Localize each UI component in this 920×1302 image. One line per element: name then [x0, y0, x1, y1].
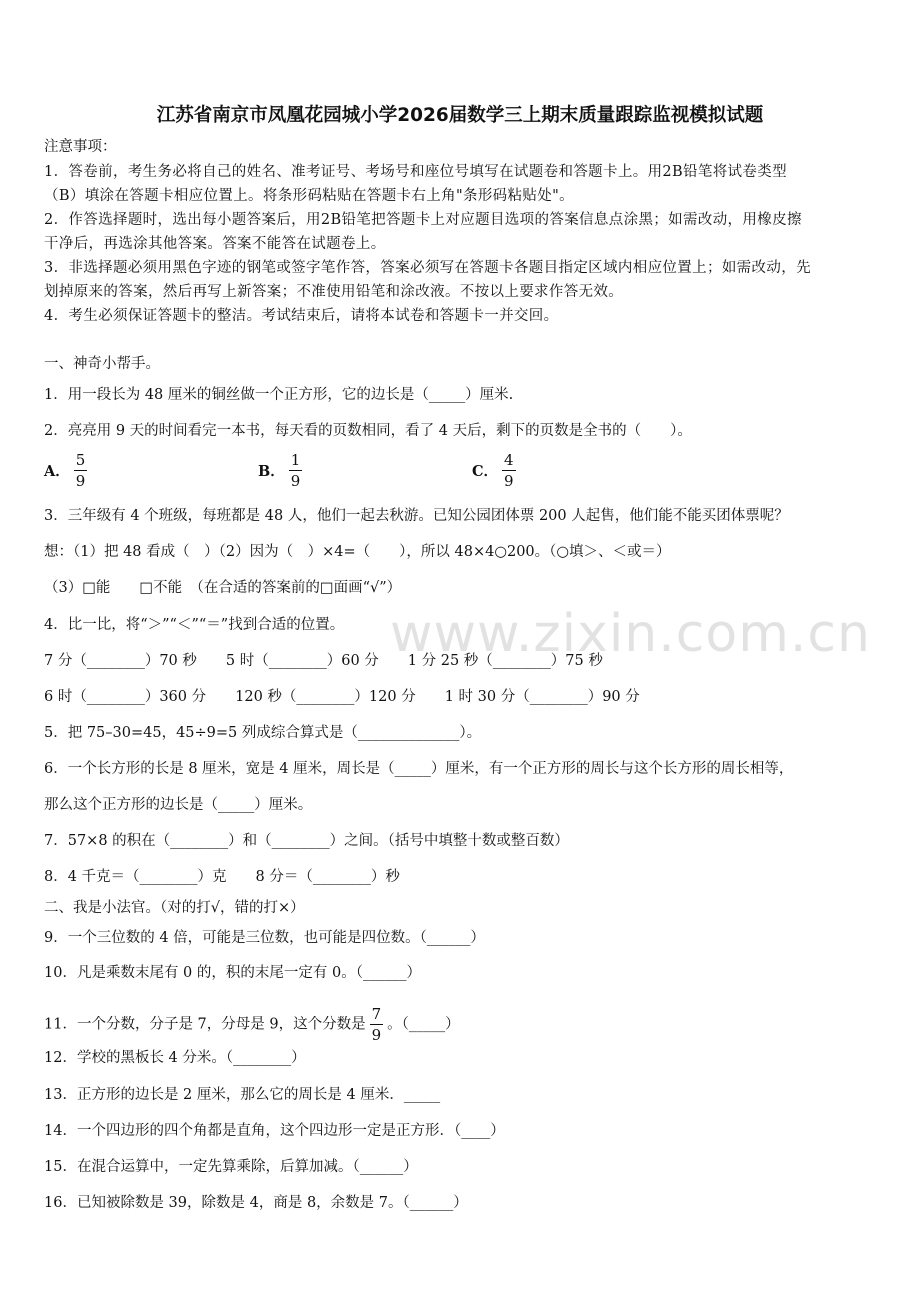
fraction-numerator: 5 [75, 451, 86, 469]
question-12: 12．学校的黑板长 4 分米。（________） [44, 1050, 306, 1066]
question-13: 13．正方形的边长是 2 厘米，那么它的周长是 4 厘米．_____ [44, 1087, 441, 1103]
question-10: 10．凡是乘数末尾有 0 的，积的末尾一定有 0。（______） [44, 965, 421, 981]
fraction-numerator: 1 [290, 451, 301, 469]
fraction-denominator: 9 [371, 1026, 382, 1044]
question-11-text: 11．一个分数，分子是 7，分母是 9，这个分数是 [44, 1016, 366, 1033]
notes-line-5: 3．非选择题必须用黑色字迹的钢笔或签字笔作答，答案必须写在答题卡各题目指定区域内相应位置上；如需改动，先 [44, 260, 811, 276]
option-b-label: B． [258, 463, 285, 480]
question-6-part-2: 那么这个正方形的边长是（_____）厘米。 [44, 797, 313, 813]
option-b [258, 452, 306, 489]
notes-line-2: （B）填涂在答题卡相应位置上。将条形码粘贴在答题卡右上角"条形码粘贴处"。 [44, 188, 574, 204]
question-16: 16．已知被除数是 39，除数是 4，商是 8，余数是 7。（______） [44, 1195, 468, 1211]
fraction-numerator: 7 [371, 1005, 382, 1023]
option-a [44, 452, 91, 489]
exam-title: 江苏省南京市凤凰花园城小学2026届数学三上期末质量跟踪监视模拟试题 [156, 105, 764, 126]
question-1: 1．用一段长为 48 厘米的铜丝做一个正方形，它的边长是（_____）厘米. [44, 387, 514, 403]
notes-line-3: 2．作答选择题时，选出每小题答案后，用2B铅笔把答题卡上对应题目选项的答案信息点涂黑；如需改动，用橡皮擦 [44, 212, 802, 228]
section1-heading: 一、神奇小帮手。 [44, 356, 160, 372]
option-a-label: A． [44, 463, 70, 480]
notes-line-6: 划掉原来的答案，然后再写上新答案；不准使用铅笔和涂改液。不按以上要求作答无效。 [44, 284, 624, 300]
question-3: 3．三年级有 4 个班级，每班都是 48 人，他们一起去秋游。已知公园团体票 200 人起售，他们能不能买团体票呢？ [44, 508, 789, 524]
notes-line-1: 1．答卷前，考生务必将自己的姓名、准考证号、考场号和座位号填写在试题卷和答题卡上。用2B铅笔将试卷类型 [44, 164, 787, 180]
question-7: 7．57×8 的积在（________）和（________）之间。（括号中填整十数或整百数） [44, 833, 569, 849]
question-11 [44, 1006, 460, 1043]
question-5: 5．把 75–30=45，45÷9=5 列成综合算式是（______________）。 [44, 725, 482, 741]
option-b-fraction [289, 452, 303, 489]
notes-line-4: 干净后，再选涂其他答案。答案不能答在试题卷上。 [44, 236, 386, 252]
watermark: www.zixin.com.cn [390, 604, 871, 664]
section2-heading: 二、我是小法官。（对的打√，错的打×） [44, 900, 305, 916]
question-3-think: 想：（1）把 48 看成（ ）（2）因为（ ）×4=（ ），所以 48×4○200。（○填＞、＜或＝） [44, 544, 671, 560]
notes-heading: 注意事项： [44, 139, 117, 155]
fraction-numerator: 4 [504, 451, 514, 469]
question-4-row-2: 6 时（________）360 分 120 秒（________）120 分 1 时 30 分（________）90 分 [44, 689, 640, 705]
question-8: 8．4 千克＝（________）克 8 分＝（________）秒 [44, 869, 400, 885]
question-4-row-1: 7 分（________）70 秒 5 时（________）60 分 1 分 25 秒（________）75 秒 [44, 653, 603, 669]
fraction-denominator: 9 [290, 472, 301, 490]
question-11-blank: 。（_____） [387, 1016, 460, 1033]
option-a-fraction [74, 452, 88, 489]
question-6-part-1: 6．一个长方形的长是 8 厘米，宽是 4 厘米，周长是（_____）厘米，有一个正方形的周长与这个长方形的周长相等， [44, 761, 794, 777]
option-c [472, 452, 520, 489]
option-c-label: C． [472, 463, 499, 480]
fraction-denominator: 9 [504, 472, 514, 490]
question-9: 9．一个三位数的 4 倍，可能是三位数，也可能是四位数。（______） [44, 930, 485, 946]
option-c-fraction [502, 452, 516, 489]
fraction-denominator: 9 [75, 472, 86, 490]
notes-line-7: 4．考生必须保证答题卡的整洁。考试结束后，请将本试卷和答题卡一并交回。 [44, 308, 559, 324]
question-3-choice: （3）□能 □不能 （在合适的答案前的□面画“√”） [44, 580, 402, 596]
question-14: 14．一个四边形的四个角都是直角，这个四边形一定是正方形．（____） [44, 1123, 505, 1139]
question-2: 2．亮亮用 9 天的时间看完一本书，每天看的页数相同，看了 4 天后，剩下的页数是全书的（ ）。 [44, 423, 692, 439]
question-11-fraction [370, 1006, 384, 1043]
question-4: 4．比一比，将“＞”“＜”“＝”找到合适的位置。 [44, 617, 345, 633]
question-15: 15．在混合运算中，一定先算乘除，后算加减。（______） [44, 1159, 418, 1175]
